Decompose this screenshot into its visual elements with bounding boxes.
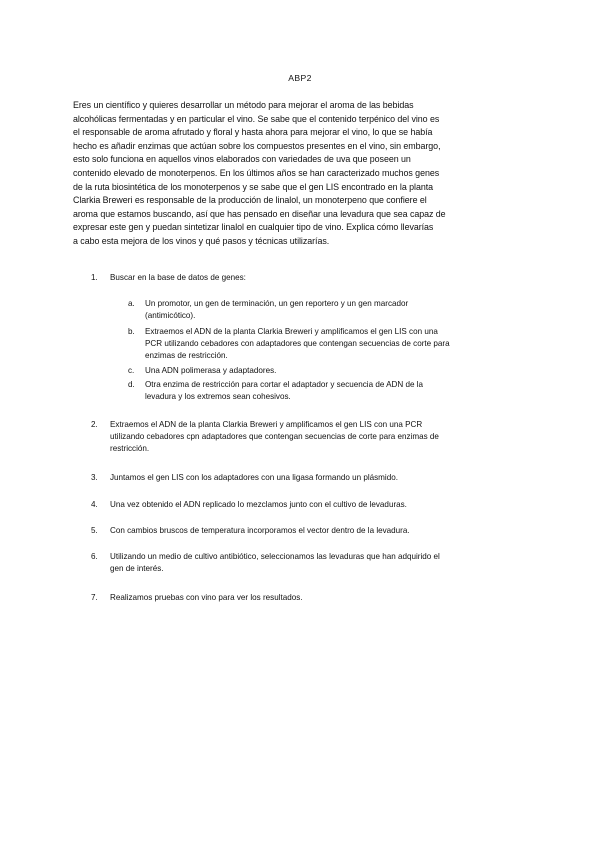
intro-line: Clarkia Breweri es responsable de la producción de linalol, un monoterpeno que confiere el [73, 195, 427, 206]
step-number: 7. [91, 593, 98, 602]
substep-line: Extraemos el ADN de la planta Clarkia Breweri y amplificamos el gen LIS con una [145, 327, 438, 336]
substep-letter: c. [128, 366, 135, 375]
page-title: ABP2 [288, 73, 312, 83]
substep-line: Un promotor, un gen de terminación, un gen reportero y un gen marcador [145, 299, 409, 308]
substep-letter: d. [128, 380, 135, 389]
substep-line: levadura y los extremos sean cohesivos. [145, 392, 291, 402]
substep-line: PCR utilizando cebadores con adaptadores que contengan secuencias de corte para [145, 339, 450, 349]
step-line: Con cambios bruscos de temperatura incorporamos el vector dentro de la levadura. [110, 526, 410, 535]
step-line: Extraemos el ADN de la planta Clarkia Breweri y amplificamos el gen LIS con una PCR [110, 420, 423, 429]
intro-line: el responsable de aroma afrutado y floral y hasta ahora para mejorar el vino, lo que se había [73, 127, 433, 138]
intro-line: expresar este gen y puedan sintetizar linalol en cualquier tipo de vino. Explica cómo llevarías [73, 222, 434, 233]
substep-letter: a. [128, 299, 135, 308]
step-line: Realizamos pruebas con vino para ver los resultados. [110, 593, 303, 602]
step-line: Buscar en la base de datos de genes: [110, 273, 246, 282]
substep-letter: b. [128, 327, 135, 336]
step-text [110, 525, 525, 537]
substep-text [145, 298, 528, 322]
step-line: utilizando cebadores cpn adaptadores que contengan secuencias de corte para enzimas de [110, 432, 439, 442]
step-text [110, 551, 525, 575]
substep-line: enzimas de restricción. [145, 351, 228, 361]
step-number: 6. [91, 552, 98, 561]
intro-line: a cabo esta mejora de los vinos y qué pasos y técnicas utilizarías. [73, 235, 330, 246]
intro-line: de la ruta biosintética de los monoterpenos y se sabe que el gen LIS encontrado en la planta [73, 181, 434, 192]
step-text [110, 419, 525, 456]
substep-text [145, 379, 528, 403]
step-number: 5. [91, 526, 98, 535]
intro-line: aroma que estamos buscando, así que has pensado en diseñar una levadura que sea capaz de [73, 208, 446, 219]
step-line: gen de interés. [110, 564, 164, 574]
intro-line: alcohólicas fermentadas y en particular el vino. Se sabe que el contenido terpénico del vino es [73, 113, 440, 124]
substep-line: Una ADN polimerasa y adaptadores. [145, 366, 277, 375]
step-text [110, 592, 525, 604]
step-text [110, 499, 525, 511]
step-number: 3. [91, 473, 98, 482]
substep-text [145, 326, 528, 363]
step-text [110, 272, 525, 284]
intro-line: hecho es añadir enzimas que actúan sobre los compuestos presentes en el vino, sin embargo, [73, 140, 441, 151]
step-line: restricción. [110, 444, 150, 454]
step-number: 4. [91, 500, 98, 509]
substep-text [145, 365, 528, 377]
intro-line: esto solo funciona en aquellos vinos elaborados con variedades de uva que poseen un [73, 154, 411, 165]
step-line: Utilizando un medio de cultivo antibiótico, seleccionamos las levaduras que han adquirido el [110, 552, 440, 561]
step-number: 1. [91, 273, 98, 282]
intro-line: Eres un científico y quieres desarrollar un método para mejorar el aroma de las bebidas [73, 100, 414, 110]
step-number: 2. [91, 420, 98, 429]
intro-line: contenido elevado de monoterpenos. En los últimos años se han caracterizado muchos genes [73, 167, 440, 178]
substep-line: (antimicótico). [145, 311, 196, 321]
step-line: Una vez obtenido el ADN replicado lo mezclamos junto con el cultivo de levaduras. [110, 500, 407, 509]
substep-line: Otra enzima de restricción para cortar el adaptador y secuencia de ADN de la [145, 380, 424, 389]
step-line: Juntamos el gen LIS con los adaptadores con una ligasa formando un plásmido. [110, 473, 398, 482]
intro-paragraph [73, 99, 529, 249]
step-text [110, 472, 525, 484]
